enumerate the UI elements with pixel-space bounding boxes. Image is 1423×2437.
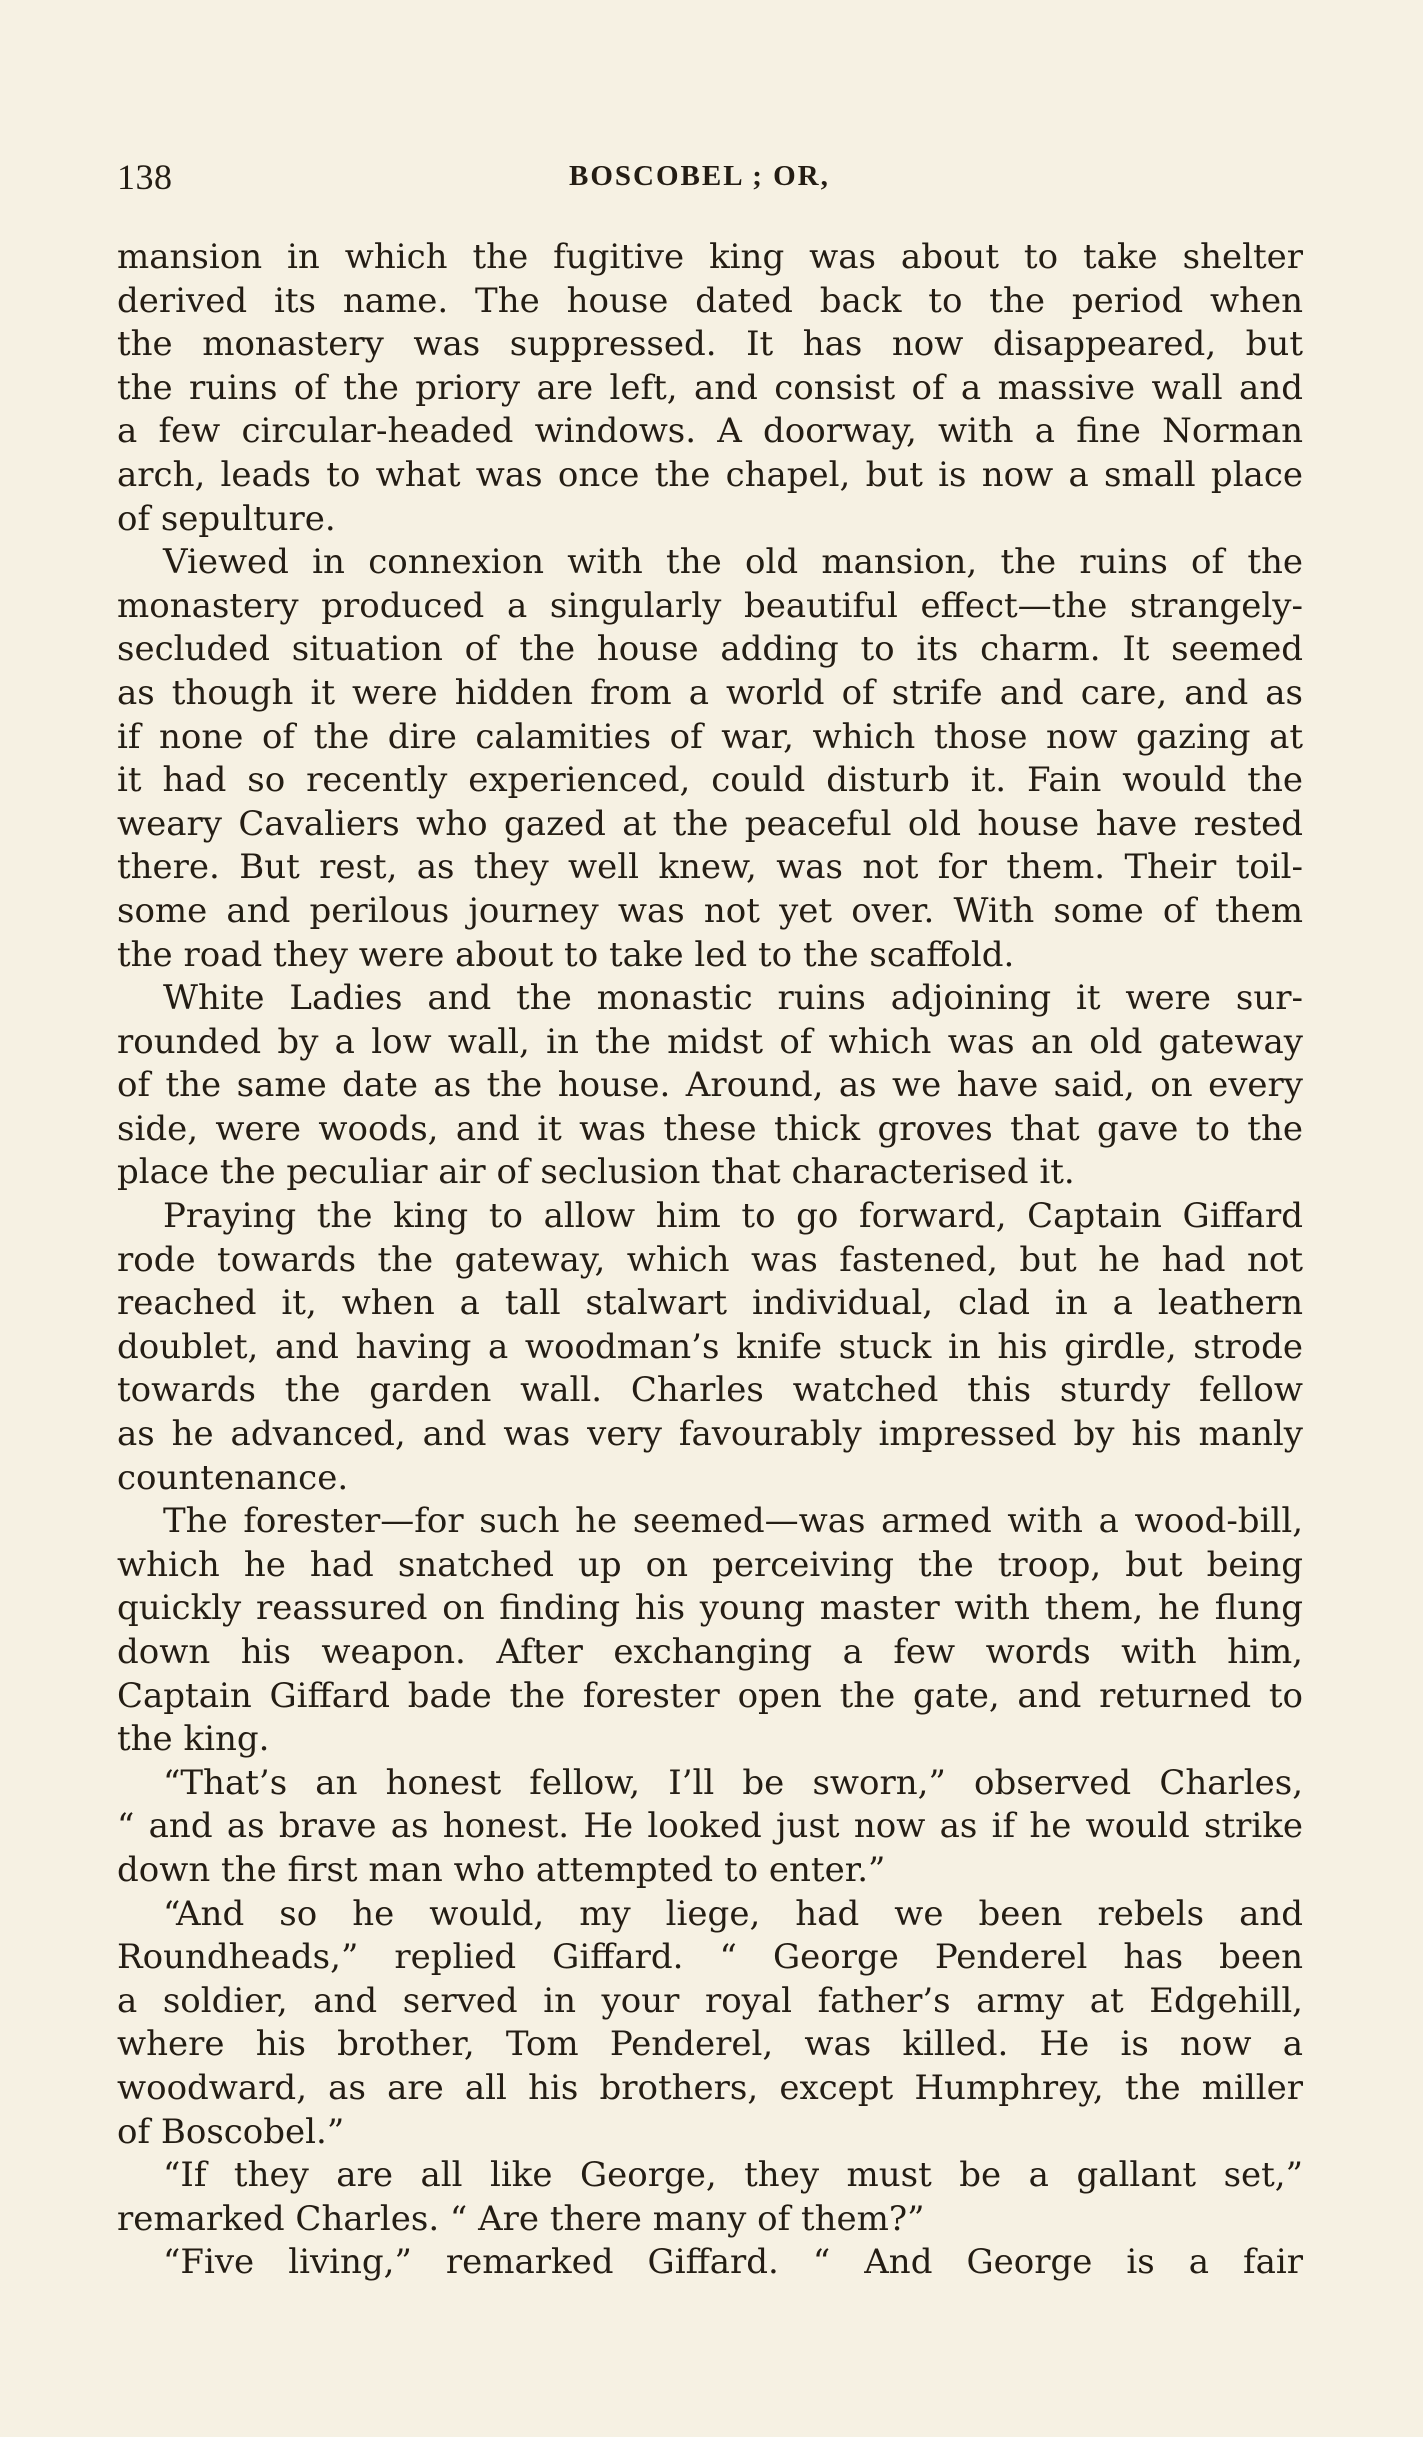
text-line: “If they are all like George, they must be a gallant set,” — [163, 2155, 1303, 2196]
text-line: which he had snatched up on perceiving the troop, but being — [117, 1544, 1303, 1585]
text-line: as he advanced, and was very favourably impressed by his manly — [117, 1414, 1303, 1455]
text-line: the ruins of the priory are left, and consist of a massive wall and — [117, 367, 1303, 408]
text-line: woodward, as are all his brothers, except Humphrey, the miller — [117, 2067, 1303, 2108]
text-line: rounded by a low wall, in the midst of which was an old gateway — [117, 1021, 1303, 1062]
text-line: “That’s an honest fellow, I’ll be sworn,” observed Charles, — [163, 1762, 1303, 1803]
text-line: countenance. — [117, 1457, 349, 1498]
text-line: doublet, and having a woodman’s knife stuck in his girdle, strode — [117, 1326, 1303, 1367]
text-line: the road they were about to take led to the scaffold. — [117, 934, 1015, 975]
text-line: rode towards the gateway, which was fastened, but he had not — [117, 1239, 1303, 1280]
running-title: BOSCOBEL ; OR, — [569, 160, 830, 192]
text-line: Viewed in connexion with the old mansion, the ruins of the — [163, 542, 1303, 583]
text-line: White Ladies and the monastic ruins adjoining it were sur- — [163, 978, 1303, 1019]
text-line: down the first man who attempted to enter.” — [117, 1849, 886, 1890]
text-line: reached it, when a tall stalwart individual, clad in a leathern — [117, 1283, 1303, 1324]
text-line: there. But rest, as they well knew, was not for them. Their toil- — [117, 847, 1303, 888]
text-line: Praying the king to allow him to go forward, Captain Giffard — [163, 1196, 1303, 1237]
page-number: 138 — [117, 157, 173, 197]
text-line: Captain Giffard bade the forester open the gate, and returned to — [117, 1675, 1303, 1716]
text-line: some and perilous journey was not yet over. With some of them — [117, 890, 1303, 931]
text-line: “ and as brave as honest. He looked just now as if he would strike — [117, 1806, 1303, 1847]
text-line: “And so he would, my liege, had we been rebels and — [163, 1893, 1303, 1934]
body-text — [117, 236, 1303, 2285]
text-line: a few circular-headed windows. A doorway, with a fine Norman — [117, 411, 1303, 452]
text-line: weary Cavaliers who gazed at the peaceful old house have rested — [117, 803, 1303, 844]
text-line: remarked Charles. “ Are there many of them?” — [117, 2198, 925, 2239]
text-line: down his weapon. After exchanging a few words with him, — [117, 1632, 1303, 1672]
text-line: Roundheads,” replied Giffard. “ George Penderel has been — [117, 1937, 1303, 1978]
text-line: derived its name. The house dated back to the period when — [117, 280, 1303, 321]
text-line: The forester—for such he seemed—was armed with a wood-bill, — [163, 1501, 1303, 1542]
text-line: side, were woods, and it was these thick groves that gave to the — [117, 1108, 1303, 1149]
text-line: if none of the dire calamities of war, which those now gazing at — [117, 716, 1303, 757]
text-line: it had so recently experienced, could disturb it. Fain would the — [117, 760, 1303, 801]
text-line: as though it were hidden from a world of strife and care, and as — [117, 672, 1303, 713]
text-line: of the same date as the house. Around, as we have said, on every — [117, 1065, 1303, 1106]
text-line: quickly reassured on finding his young master with them, he flung — [117, 1588, 1303, 1629]
text-line: the king. — [117, 1719, 270, 1760]
text-line: “Five living,” remarked Giffard. “ And George is a fair — [163, 2242, 1303, 2283]
text-line: of sepulture. — [117, 498, 336, 539]
text-line: a soldier, and served in your royal father’s army at Edgehill, — [117, 1980, 1303, 2021]
text-line: towards the garden wall. Charles watched this sturdy fellow — [117, 1370, 1303, 1411]
text-line: place the peculiar air of seclusion that characterised it. — [117, 1152, 1075, 1193]
text-line: monastery produced a singularly beautiful effect—the strangely- — [117, 585, 1303, 626]
text-line: mansion in which the fugitive king was about to take shelter — [117, 237, 1303, 277]
text-line: arch, leads to what was once the chapel, but is now a small place — [117, 454, 1303, 495]
text-line: the monastery was suppressed. It has now disappeared, but — [117, 324, 1303, 365]
running-head — [117, 156, 1307, 200]
text-line: of Boscobel.” — [117, 2111, 345, 2152]
text-line: secluded situation of the house adding to its charm. It seemed — [117, 629, 1303, 670]
text-line: where his brother, Tom Penderel, was killed. He is now a — [117, 2024, 1303, 2065]
